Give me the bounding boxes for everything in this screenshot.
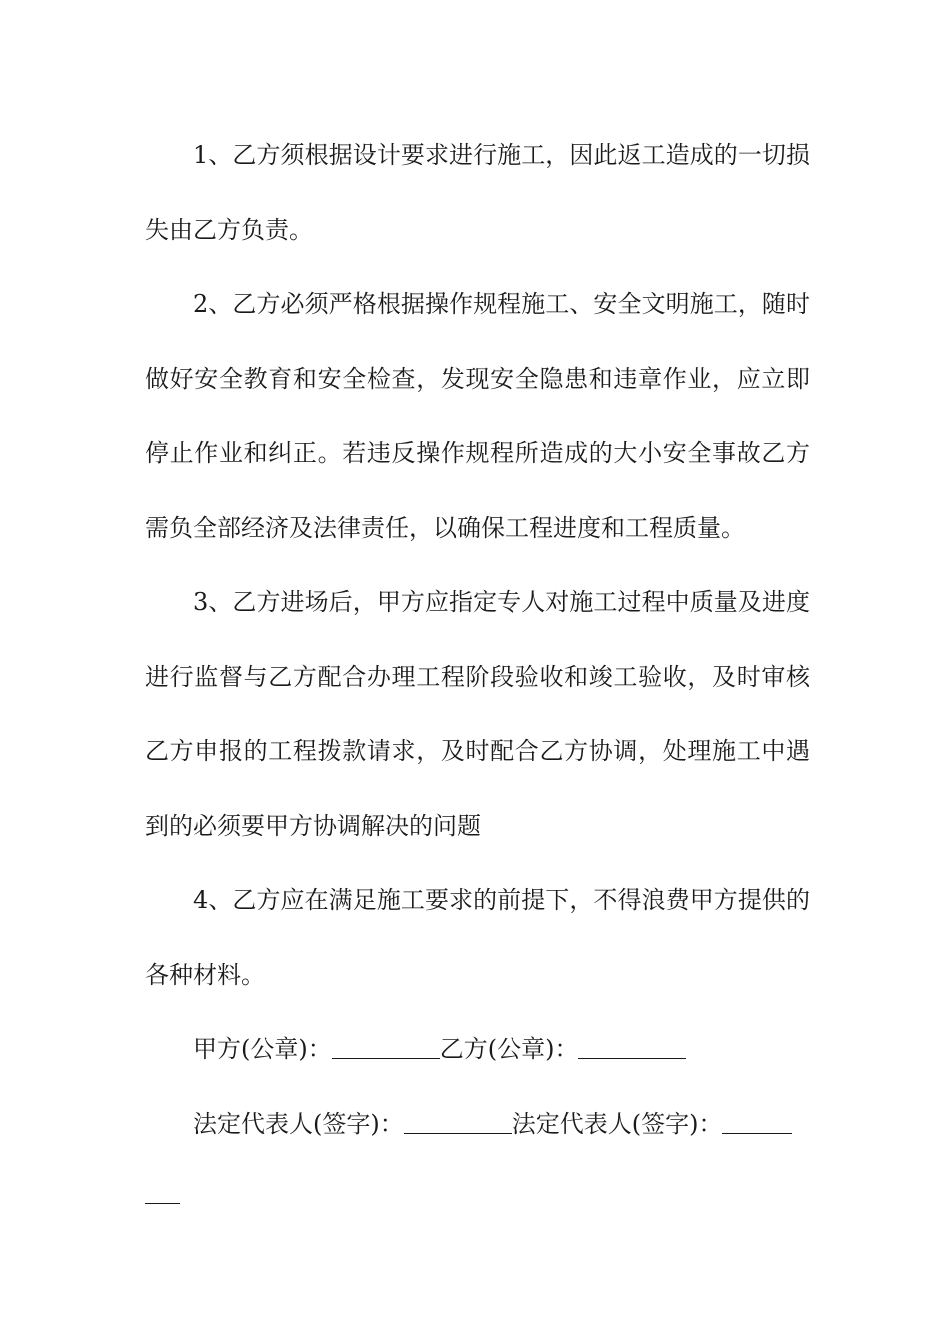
party-a-seal-blank <box>332 1038 440 1059</box>
party-b-rep-blank <box>722 1113 792 1134</box>
party-a-rep-blank <box>404 1113 512 1134</box>
party-b-seal-blank <box>578 1038 686 1059</box>
clause-1: 1、乙方须根据设计要求进行施工，因此返工造成的一切损失由乙方负责。 <box>145 141 810 244</box>
party-b-rep-label: 法定代表人(签字)： <box>511 1109 723 1138</box>
party-b-seal-label: 乙方(公章)： <box>439 1035 579 1063</box>
party-b-rep-blank-continued <box>145 1203 180 1204</box>
party-a-seal-label: 甲方(公章)： <box>193 1035 332 1063</box>
clause-4: 4、乙方应在满足施工要求的前提下，不得浪费甲方提供的各种材料。 <box>145 886 810 989</box>
clause-3: 3、乙方进场后，甲方应指定专人对施工过程中质量及进度进行监督与乙方配合办理工程阶段验收和竣工验收，及时审核乙方申报的工程拨款请求，及时配合乙方协调，处理施工中遇到的必须要甲方协调解决的问题 <box>145 588 810 840</box>
seal-line <box>145 1012 810 1087</box>
party-a-rep-label: 法定代表人(签字)： <box>193 1109 404 1138</box>
clause-2: 2、乙方必须严格根据操作规程施工、安全文明施工，随时做好安全教育和安全检查，发现安全隐患和违章作业，应立即停止作业和纠正。若违反操作规程所造成的大小安全事故乙方需负全部经济及法律责任，以确保工程进度和工程质量。 <box>145 290 810 542</box>
document-body <box>145 118 810 1161</box>
representative-line <box>145 1087 810 1162</box>
